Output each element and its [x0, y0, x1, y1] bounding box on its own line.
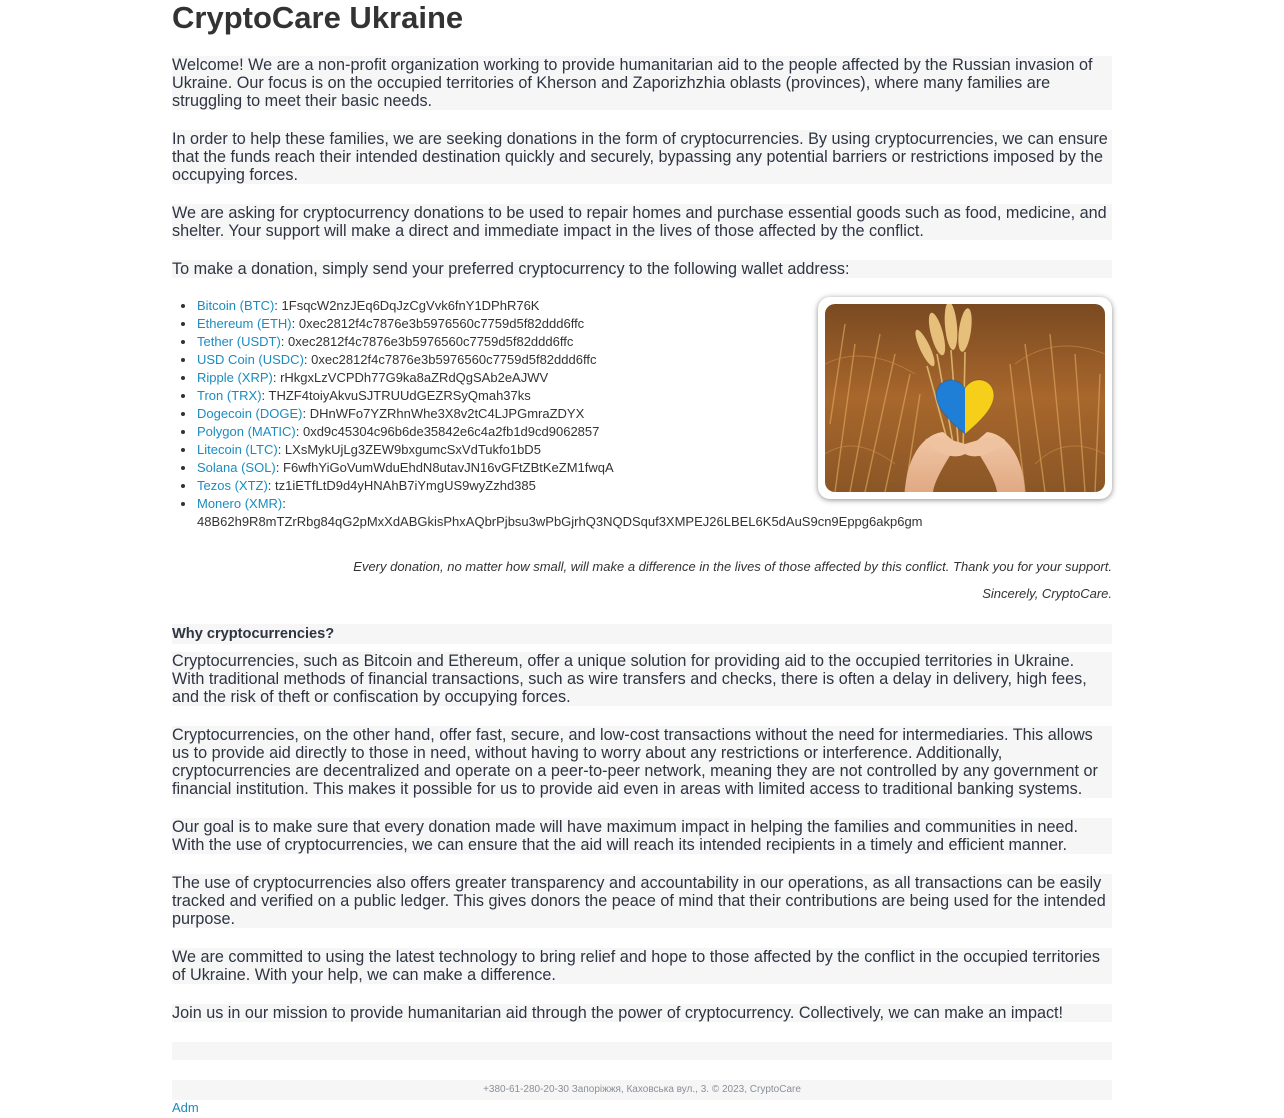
signature-text: Sincerely, CryptoCare.: [982, 586, 1112, 601]
why-line: us to provide aid directly to those in need, without having to worry about any restrictions or interference. Additionally,: [172, 744, 1003, 762]
wallet-item-usdt: Tether (USDT): 0xec2812f4c7876e3b5976560c7759d5f82ddd6ffc: [197, 333, 1112, 351]
coin-link-trx[interactable]: Tron (TRX): [197, 388, 262, 403]
why-paragraph-6: [172, 1004, 1112, 1022]
intro-line: In order to help these families, we are seeking donations in the form of cryptocurrencies. By using cryptocurrencies, we can ensure: [172, 130, 1108, 148]
wallet-address: 0xd9c45304c96b6de35842e6c4a2fb1d9cd9062857: [302, 424, 600, 439]
why-heading: Why cryptocurrencies?: [172, 624, 1112, 644]
why-line: Join us in our mission to provide humanitarian aid through the power of cryptocurrency. Collectively, we can make an impact!: [172, 1004, 1064, 1022]
intro-paragraph-3: [172, 204, 1112, 240]
intro-line: We are asking for cryptocurrency donations to be used to repair homes and purchase essential goods such as food, medicine, and: [172, 204, 1107, 222]
wallet-address: F6wfhYiGoVumWduEhdN8utavJN16vGFtZBtKeZM1fwqA: [283, 460, 614, 475]
wallet-address: rHkgxLzVCPDh77G9ka8aZRdQgSAb2eAJWV: [280, 370, 549, 385]
wallet-item-xtz: Tezos (XTZ): tz1iETfLtD9d4yHNAhB7iYmgUS9wyZzhd385: [197, 477, 1112, 495]
intro-paragraph-4: [172, 260, 1112, 278]
coin-link-matic[interactable]: Polygon (MATIC): [197, 424, 296, 439]
wallet-address: THZF4toiyAkvuSJTRUUdGEZRSyQmah37ks: [268, 388, 531, 403]
coin-link-doge[interactable]: Dogecoin (DOGE): [197, 406, 303, 421]
coin-link-xtz[interactable]: Tezos (XTZ): [197, 478, 268, 493]
intro-line: struggling to meet their basic needs.: [172, 92, 433, 110]
wallet-address: 48B62h9R8mTZrRbg84qG2pMxXdABGkisPhxAQbrPjbsu3wPbGjrhQ3NQDSquf3XMPEJ26LBEL6K5dAuS9cn9Eppg6akp6gm: [197, 514, 923, 529]
why-line: With traditional methods of financial transactions, such as wire transfers and checks, there is often a delay in delivery, high fees,: [172, 670, 1087, 688]
why-line: cryptocurrencies are decentralized and operate on a peer-to-peer network, meaning they are not controlled by any government or: [172, 762, 1098, 780]
intro-paragraph-1: [172, 56, 1112, 110]
coin-link-ltc[interactable]: Litecoin (LTC): [197, 442, 278, 457]
wallet-address: LXsMykUjLg3ZEW9bxgumcSxVdTukfo1bD5: [284, 442, 541, 457]
why-line: purpose.: [172, 910, 235, 928]
intro-line: shelter. Your support will make a direct and immediate impact in the lives of those affected by the conflict.: [172, 222, 924, 240]
wallet-address: 0xec2812f4c7876e3b5976560c7759d5f82ddd6ffc: [311, 352, 597, 367]
wallet-item-xmr: Monero (XMR): 48B62h9R8mTZrRbg84qG2pMxXdABGkisPhxAQbrPjbsu3wPbGjrhQ3NQDSquf3XMPEJ26LBEL6K5dAuS9cn9Eppg6akp6gm: [197, 495, 1112, 531]
why-line: We are committed to using the latest technology to bring relief and hope to those affected by the conflict in the occupied territories: [172, 948, 1101, 966]
why-line: tracked and verified on a public ledger. This gives donors the peace of mind that their contributions are being used for the intended: [172, 892, 1106, 910]
intro-line: Ukraine. Our focus is on the occupied territories of Kherson and Zaporizhzhia oblasts (provinces), where many families are: [172, 74, 1051, 92]
why-paragraph-3: [172, 818, 1112, 854]
thanks-text: Every donation, no matter how small, will make a difference in the lives of those affected by this conflict. Thank you for your support.: [353, 559, 1112, 574]
admin-link[interactable]: Adm: [172, 1100, 199, 1115]
wallet-item-doge: Dogecoin (DOGE): DHnWFo7YZRhnWhe3X8v2tC4LJPGmraZDYX: [197, 405, 1112, 423]
wallet-item-ltc: Litecoin (LTC): LXsMykUjLg3ZEW9bxgumcSxVdTukfo1bD5: [197, 441, 1112, 459]
coin-link-usdt[interactable]: Tether (USDT): [197, 334, 281, 349]
why-paragraph-1: [172, 652, 1112, 706]
intro-line: occupying forces.: [172, 166, 298, 184]
why-line: financial institution. This makes it possible for us to provide aid even in areas with limited access to traditional banking systems.: [172, 780, 1083, 798]
wallet-address: 0xec2812f4c7876e3b5976560c7759d5f82ddd6ffc: [298, 316, 585, 331]
intro-line: To make a donation, simply send your preferred cryptocurrency to the following wallet address:: [172, 260, 850, 278]
why-line: The use of cryptocurrencies also offers greater transparency and accountability in our operations, as all transactions can be easily: [172, 874, 1102, 892]
footer-text: +380-61-280-20-30 Запоріжжя, Каховська вул., 3. © 2023, CryptoCare: [172, 1080, 1112, 1100]
empty-bar: [172, 1042, 1112, 1060]
coin-link-usdc[interactable]: USD Coin (USDC): [197, 352, 304, 367]
why-paragraph-5: [172, 948, 1112, 984]
coin-link-eth[interactable]: Ethereum (ETH): [197, 316, 292, 331]
intro-paragraph-2: [172, 130, 1112, 184]
wallet-item-xrp: Ripple (XRP): rHkgxLzVCPDh77G9ka8aZRdQgSAb2eAJWV: [197, 369, 1112, 387]
coin-link-xmr[interactable]: Monero (XMR): [197, 496, 283, 511]
wallet-item-btc: Bitcoin (BTC): 1FsqcW2nzJEq6DqJzCgVvk6fnY1DPhR76K: [197, 297, 1112, 315]
photo-frame: [818, 297, 1112, 499]
wheat-hands-heart-photo: [825, 304, 1105, 492]
why-line: With the use of cryptocurrencies, we can ensure that the aid will reach its intended recipients in a timely and efficient manner.: [172, 836, 1067, 854]
intro-line: that the funds reach their intended destination quickly and securely, bypassing any potential barriers or restrictions imposed by the: [172, 148, 1104, 166]
photo-illustration: [825, 304, 1105, 492]
coin-link-xrp[interactable]: Ripple (XRP): [197, 370, 273, 385]
wallet-address: DHnWFo7YZRhnWhe3X8v2tC4LJPGmraZDYX: [309, 406, 585, 421]
wallet-address: 1FsqcW2nzJEq6DqJzCgVvk6fnY1DPhR76K: [281, 298, 540, 313]
page-title: CryptoCare Ukraine: [172, 0, 464, 35]
wallet-item-trx: Tron (TRX): THZF4toiyAkvuSJTRUUdGEZRSyQmah37ks: [197, 387, 1112, 405]
why-line: Cryptocurrencies, on the other hand, offer fast, secure, and low-cost transactions without the need for intermediaries. This allows: [172, 726, 1093, 744]
wallet-item-eth: Ethereum (ETH): 0xec2812f4c7876e3b5976560c7759d5f82ddd6ffc: [197, 315, 1112, 333]
why-paragraph-2: [172, 726, 1112, 798]
coin-link-btc[interactable]: Bitcoin (BTC): [197, 298, 275, 313]
why-paragraph-4: [172, 874, 1112, 928]
wallet-address: tz1iETfLtD9d4yHNAhB7iYmgUS9wyZzhd385: [275, 478, 536, 493]
why-line: of Ukraine. With your help, we can make a difference.: [172, 966, 556, 984]
coin-link-sol[interactable]: Solana (SOL): [197, 460, 276, 475]
wallet-address: 0xec2812f4c7876e3b5976560c7759d5f82ddd6ffc: [288, 334, 574, 349]
wallet-item-usdc: USD Coin (USDC): 0xec2812f4c7876e3b5976560c7759d5f82ddd6ffc: [197, 351, 1112, 369]
why-line: and the risk of theft or confiscation by occupying forces.: [172, 688, 571, 706]
wallet-item-matic: Polygon (MATIC): 0xd9c45304c96b6de35842e6c4a2fb1d9cd9062857: [197, 423, 1112, 441]
wallet-item-sol: Solana (SOL): F6wfhYiGoVumWduEhdN8utavJN16vGFtZBtKeZM1fwqA: [197, 459, 1112, 477]
intro-line: Welcome! We are a non-profit organization working to provide humanitarian aid to the people affected by the Russian invasion of: [172, 56, 1093, 74]
why-line: Our goal is to make sure that every donation made will have maximum impact in helping the families and communities in need.: [172, 818, 1079, 836]
why-line: Cryptocurrencies, such as Bitcoin and Ethereum, offer a unique solution for providing aid to the occupied territories in Ukraine.: [172, 652, 1075, 670]
